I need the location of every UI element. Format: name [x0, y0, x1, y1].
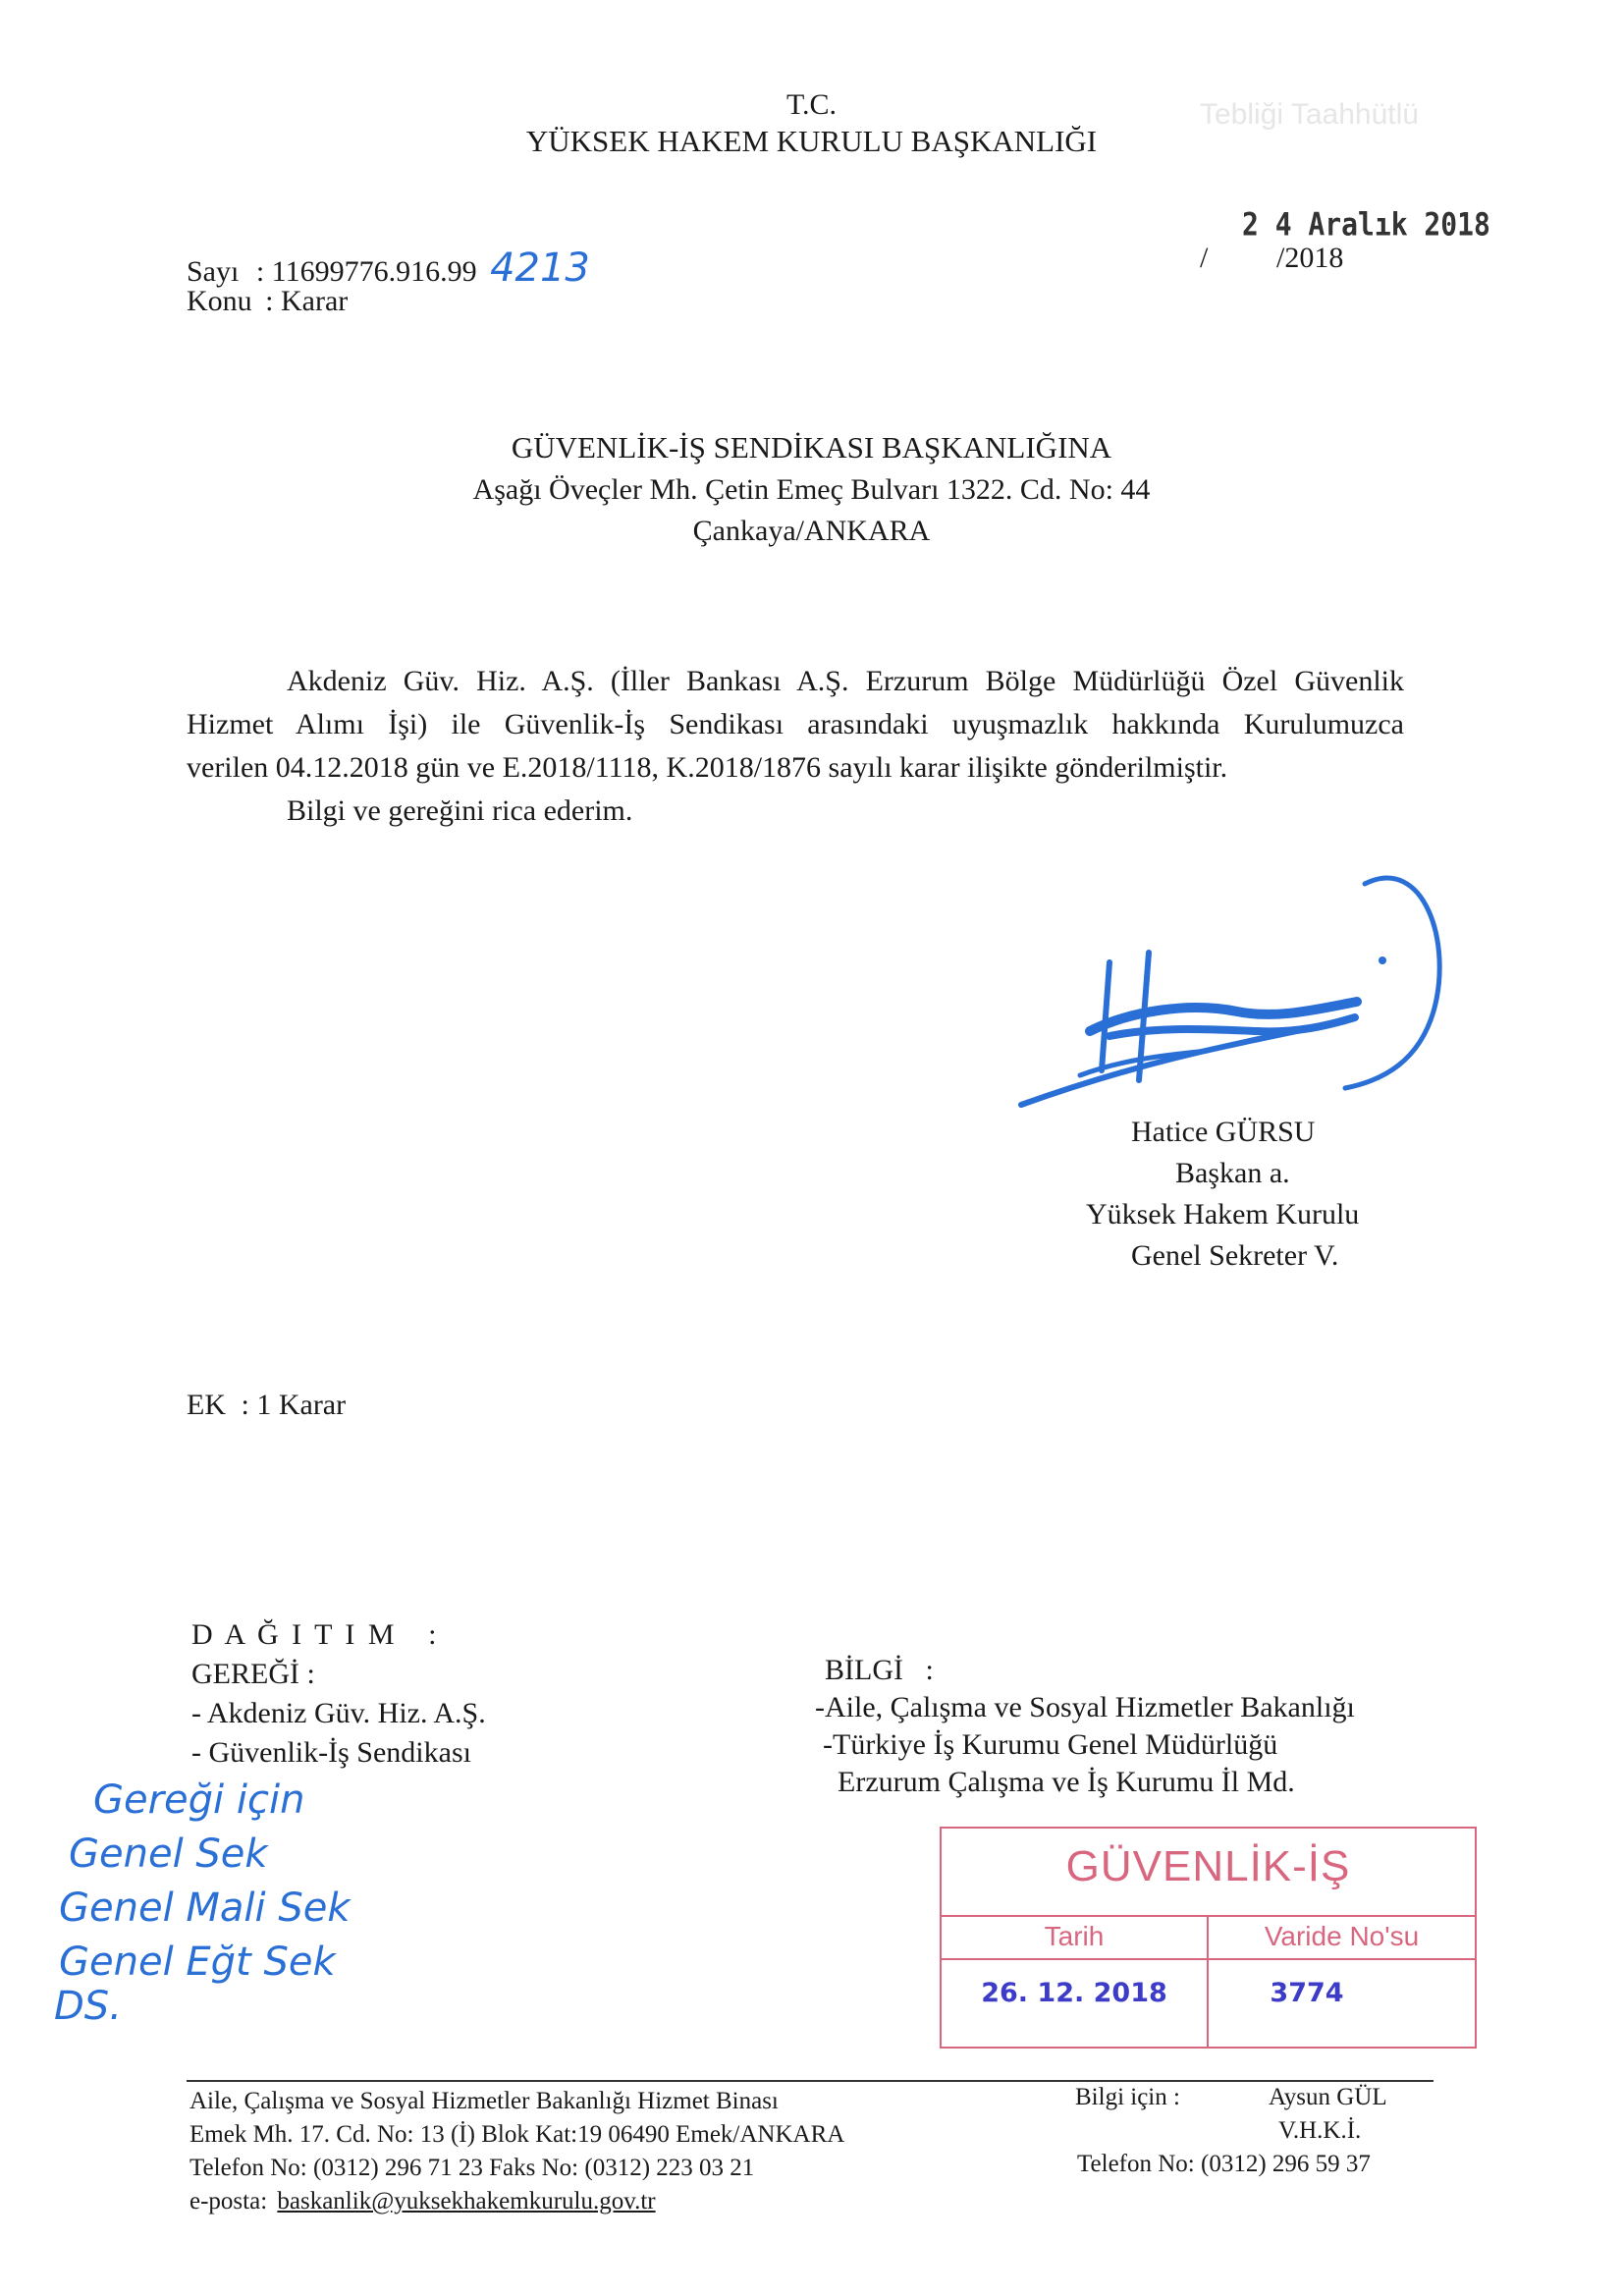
date-stamp: 2 4 Aralık 2018	[1242, 205, 1490, 244]
footer-info-label: Bilgi için :	[1075, 2084, 1180, 2110]
konu-value: : Karar	[265, 285, 349, 317]
bilgi-item: -Türkiye İş Kurumu Genel Müdürlüğü	[823, 1728, 1278, 1761]
handwritten-note: DS.	[54, 1984, 122, 2029]
footer-info-name: Aysun GÜL	[1269, 2084, 1387, 2110]
footer-email-label: e-posta:	[189, 2188, 268, 2214]
bilgi-item: Erzurum Çalışma ve İş Kurumu İl Md.	[823, 1766, 1295, 1798]
recipient-address-2: Çankaya/ANKARA	[692, 515, 931, 547]
footer-address-2: Emek Mh. 17. Cd. No: 13 (İ) Blok Kat:19 06490 Emek/ANKARA	[189, 2121, 845, 2148]
date-slash: /	[1200, 242, 1209, 274]
signatory-title-2: Yüksek Hakem Kurulu	[1086, 1198, 1360, 1230]
attachment-label: EK	[187, 1389, 226, 1421]
stamp-number-label: Varide No'su	[1264, 1921, 1420, 1951]
signatory-name: Hatice GÜRSU	[1131, 1116, 1316, 1148]
footer-address-1: Aile, Çalışma ve Sosyal Hizmetler Bakanlığı Hizmet Binası	[189, 2088, 779, 2114]
attachment-value: : 1 Karar	[241, 1389, 347, 1421]
footer-email-row	[189, 2184, 656, 2219]
sayi-label: Sayı	[187, 255, 240, 288]
signatory-title-1: Başkan a.	[1175, 1157, 1290, 1189]
footer-info-title: V.H.K.İ.	[1278, 2117, 1362, 2144]
handwritten-note: Genel Sek	[69, 1831, 268, 1877]
geregi-item: - Güvenlik-İş Sendikası	[191, 1736, 471, 1769]
footer-email-link[interactable]: baskanlik@yuksekhakemkurulu.gov.tr	[277, 2188, 656, 2214]
received-stamp	[940, 1827, 1477, 2049]
body-line-2: Hizmet Alımı İşi) ile Güvenlik-İş Sendikası arasındaki uyuşmazlık hakkında Kurulumuzca	[187, 708, 1404, 740]
signatory-title-3: Genel Sekreter V.	[1131, 1239, 1339, 1272]
handwritten-note: Genel Eğt Sek	[59, 1940, 336, 1985]
header-institution: YÜKSEK HAKEM KURULU BAŞKANLIĞI	[525, 124, 1098, 158]
geregi-label: GEREĞİ :	[191, 1658, 315, 1690]
recipient-address-1: Aşağı Öveçler Mh. Çetin Emeç Bulvarı 1322. Cd. No: 44	[472, 473, 1151, 506]
stamp-date-label: Tarih	[1044, 1921, 1105, 1951]
footer-divider	[187, 2080, 1434, 2082]
geregi-item: - Akdeniz Güv. Hiz. A.Ş.	[191, 1697, 486, 1729]
footer-address-3: Telefon No: (0312) 296 71 23 Faks No: (0312) 223 03 21	[189, 2155, 755, 2181]
bilgi-label: BİLGİ :	[825, 1654, 934, 1686]
attachment-row	[187, 1389, 346, 1422]
body-line-3: verilen 04.12.2018 gün ve E.2018/1118, K.2018/1876 sayılı karar ilişikte gönderilmiştir.	[187, 751, 1228, 784]
body-line-1: Akdeniz Güv. Hiz. A.Ş. (İller Bankası A.Ş. Erzurum Bölge Müdürlüğü Özel Güvenlik	[287, 665, 1404, 697]
stamp-title: GÜVENLİK-İŞ	[1065, 1842, 1351, 1890]
sayi-handwritten: 4213	[490, 246, 590, 291]
faint-stamp-text: Tebliği Taahhütlü	[1200, 98, 1419, 131]
body-closing: Bilgi ve gereğini rica ederim.	[287, 794, 633, 827]
bilgi-item: -Aile, Çalışma ve Sosyal Hizmetler Bakanlığı	[815, 1691, 1355, 1723]
handwritten-note: Genel Mali Sek	[59, 1886, 351, 1931]
sayi-value: : 11699776.916.99	[255, 255, 477, 288]
handwritten-note: Gereği için	[93, 1777, 305, 1823]
footer-info-phone: Telefon No: (0312) 296 59 37	[1077, 2151, 1371, 2177]
distribution-title: D A Ğ I T I M :	[191, 1618, 440, 1651]
date-year: /2018	[1276, 242, 1344, 274]
recipient-name: GÜVENLİK-İŞ SENDİKASI BAŞKANLIĞINA	[511, 430, 1112, 465]
konu-row	[187, 285, 348, 318]
signature-image	[1011, 864, 1463, 1129]
stamp-number-value: 3774	[1270, 1978, 1344, 2008]
konu-label: Konu	[187, 285, 252, 317]
header-country: T.C.	[785, 88, 838, 121]
stamp-date-value: 26. 12. 2018	[981, 1978, 1167, 2008]
